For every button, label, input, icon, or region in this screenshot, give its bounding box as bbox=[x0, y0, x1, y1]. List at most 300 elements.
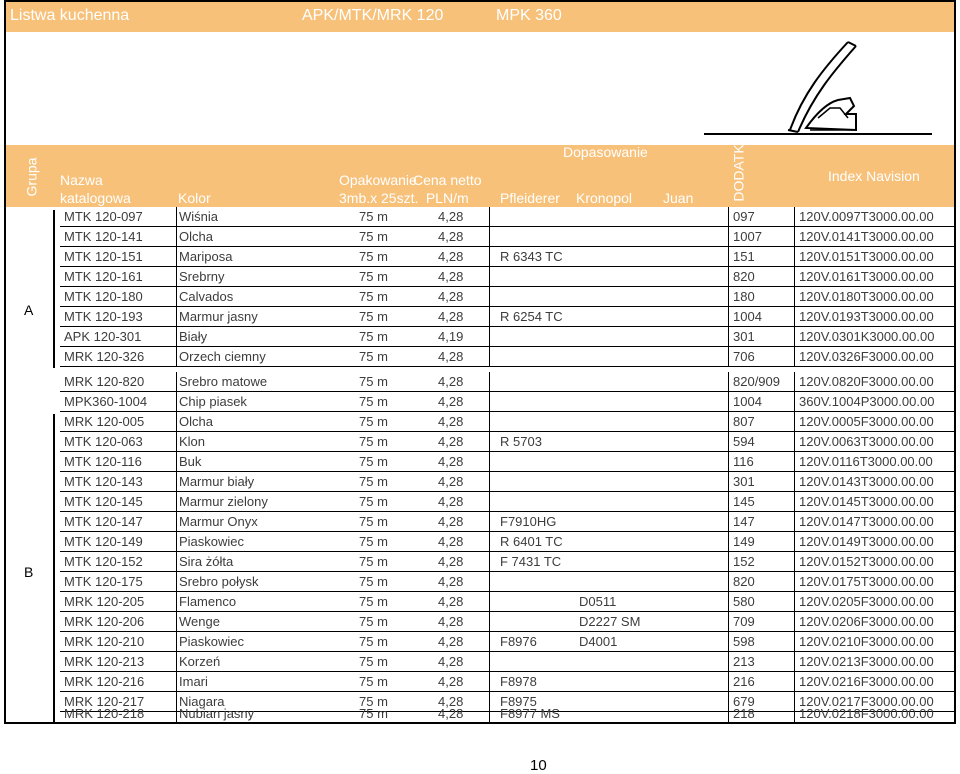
column-rule bbox=[794, 552, 795, 572]
table-row bbox=[6, 267, 954, 287]
table-row bbox=[6, 207, 954, 227]
cell-cena: 4,28 bbox=[438, 434, 464, 449]
cell-opakowanie: 75 m bbox=[359, 674, 388, 689]
cell-nazwa: MTK 120-152 bbox=[64, 554, 143, 569]
cell-pfleiderer: F8978 bbox=[500, 674, 537, 689]
table-row bbox=[6, 347, 954, 367]
table-row bbox=[6, 572, 954, 592]
column-rule bbox=[728, 652, 729, 672]
cell-pfleiderer: F8976 bbox=[500, 634, 537, 649]
column-rule bbox=[489, 207, 490, 227]
header-dopasowanie: Dopasowanie bbox=[563, 144, 648, 160]
cell-dodatki: 116 bbox=[733, 454, 754, 469]
cell-index: 120V.0149T3000.00.00 bbox=[799, 534, 934, 549]
cell-dodatki: 180 bbox=[733, 289, 755, 304]
cell-pfleiderer: R 5703 bbox=[500, 434, 542, 449]
column-rule bbox=[176, 372, 177, 392]
column-rule bbox=[489, 672, 490, 692]
cell-cena: 4,28 bbox=[438, 654, 464, 669]
column-rule bbox=[794, 472, 795, 492]
column-rule bbox=[176, 247, 177, 267]
cell-nazwa: MTK 120-097 bbox=[64, 209, 143, 224]
cell-pfleiderer: R 6343 TC bbox=[500, 249, 563, 264]
cell-kolor: Niagara bbox=[179, 694, 225, 709]
cell-cena: 4,28 bbox=[438, 229, 464, 244]
cell-nazwa: MRK 120-210 bbox=[64, 634, 145, 649]
cell-kolor: Piaskowiec bbox=[179, 534, 245, 549]
header-nazwa: Nazwa katalogowa bbox=[60, 172, 131, 206]
table-header bbox=[6, 140, 954, 207]
cell-kronopol: D0511 bbox=[579, 594, 617, 609]
column-rule bbox=[794, 432, 795, 452]
table-row bbox=[6, 552, 954, 572]
table-row bbox=[6, 287, 954, 307]
cell-dodatki: 594 bbox=[733, 434, 755, 449]
cell-dodatki: 807 bbox=[733, 414, 755, 429]
table-row bbox=[6, 632, 954, 652]
column-rule bbox=[489, 632, 490, 652]
cell-opakowanie: 75 m bbox=[359, 634, 388, 649]
column-rule bbox=[176, 267, 177, 287]
table-row bbox=[6, 307, 954, 327]
price-list-sheet bbox=[4, 0, 956, 724]
cell-kolor: Korzeń bbox=[179, 654, 221, 669]
cell-kolor: Srebro połysk bbox=[179, 574, 259, 589]
cell-pfleiderer: F8975 bbox=[500, 694, 537, 709]
cell-cena: 4,28 bbox=[438, 414, 464, 429]
column-rule bbox=[728, 572, 729, 592]
cell-index: 120V.0161T3000.00.00 bbox=[799, 269, 934, 284]
column-rule bbox=[794, 207, 795, 227]
column-rule bbox=[794, 307, 795, 327]
column-rule bbox=[728, 612, 729, 632]
cell-cena: 4,28 bbox=[438, 394, 464, 409]
cell-cena: 4,28 bbox=[438, 494, 464, 509]
cell-dodatki: 679 bbox=[733, 694, 755, 709]
cell-kolor: Chip piasek bbox=[179, 394, 247, 409]
column-rule bbox=[176, 347, 177, 367]
cell-dodatki: 820 bbox=[733, 574, 755, 589]
cell-kolor: Flamenco bbox=[179, 594, 237, 609]
table-row bbox=[6, 612, 954, 632]
cell-index: 120V.0206F3000.00.00 bbox=[799, 614, 934, 629]
table-row bbox=[6, 704, 954, 724]
cell-nazwa: APK 120-301 bbox=[64, 329, 142, 344]
column-rule bbox=[794, 492, 795, 512]
cell-kolor: Buk bbox=[179, 454, 202, 469]
column-rule bbox=[176, 652, 177, 672]
cell-index: 120V.0210F3000.00.00 bbox=[799, 634, 934, 649]
cell-kolor: Nubian jasny bbox=[179, 706, 255, 721]
cell-kolor: Klon bbox=[179, 434, 206, 449]
cell-kolor: Sira żółta bbox=[179, 554, 234, 569]
column-rule bbox=[794, 704, 795, 724]
cell-index: 360V.1004P3000.00.00 bbox=[799, 394, 935, 409]
cell-opakowanie: 75 m bbox=[359, 209, 388, 224]
cell-opakowanie: 75 m bbox=[359, 494, 388, 509]
column-rule bbox=[489, 592, 490, 612]
cell-index: 120V.0005F3000.00.00 bbox=[799, 414, 934, 429]
column-rule bbox=[489, 492, 490, 512]
column-rule bbox=[176, 492, 177, 512]
cell-dodatki: 145 bbox=[733, 494, 755, 509]
title-bar bbox=[6, 2, 954, 32]
cell-nazwa: MTK 120-145 bbox=[64, 494, 143, 509]
cell-nazwa: MRK 120-205 bbox=[64, 594, 145, 609]
title-models: APK/MTK/MRK 120 bbox=[302, 7, 444, 24]
cell-dodatki: 151 bbox=[733, 249, 755, 264]
column-rule bbox=[489, 532, 490, 552]
cell-kolor: Imari bbox=[179, 674, 208, 689]
column-rule bbox=[176, 227, 177, 247]
cell-opakowanie: 75 m bbox=[359, 374, 388, 389]
cell-pfleiderer: F8977 MS bbox=[500, 706, 560, 721]
column-rule bbox=[794, 592, 795, 612]
cell-index: 120V.0180T3000.00.00 bbox=[799, 289, 934, 304]
group-label-a: A bbox=[24, 302, 34, 318]
cell-opakowanie: 75 m bbox=[359, 534, 388, 549]
cell-cena: 4,19 bbox=[438, 329, 464, 344]
table-row bbox=[6, 592, 954, 612]
cell-kolor: Marmur zielony bbox=[179, 494, 268, 509]
column-rule bbox=[728, 327, 729, 347]
cell-index: 120V.0097T3000.00.00 bbox=[799, 209, 934, 224]
cell-nazwa: MTK 120-116 bbox=[64, 454, 142, 469]
column-rule bbox=[489, 392, 490, 412]
column-rule bbox=[728, 347, 729, 367]
cell-opakowanie: 75 m bbox=[359, 349, 388, 364]
table-row bbox=[6, 327, 954, 347]
cell-cena: 4,28 bbox=[438, 574, 464, 589]
table-row bbox=[6, 452, 954, 472]
cell-opakowanie: 75 m bbox=[359, 329, 388, 344]
column-rule bbox=[794, 267, 795, 287]
column-rule bbox=[728, 432, 729, 452]
cell-dodatki: 213 bbox=[733, 654, 755, 669]
column-rule bbox=[176, 552, 177, 572]
column-rule bbox=[728, 704, 729, 724]
cell-index: 120V.0193T3000.00.00 bbox=[799, 309, 934, 324]
header-cena: Cena netto PLN/m bbox=[413, 172, 482, 206]
cell-kolor: Srebro matowe bbox=[179, 374, 268, 389]
cell-cena: 4,28 bbox=[438, 634, 464, 649]
column-rule bbox=[794, 287, 795, 307]
cell-kolor: Marmur jasny bbox=[179, 309, 258, 324]
column-rule bbox=[794, 572, 795, 592]
column-rule bbox=[794, 512, 795, 532]
cell-opakowanie: 75 m bbox=[359, 394, 388, 409]
cell-opakowanie: 75 m bbox=[359, 309, 388, 324]
cell-index: 120V.0116T3000.00.00 bbox=[799, 454, 933, 469]
column-rule bbox=[489, 412, 490, 432]
cell-cena: 4,28 bbox=[438, 694, 464, 709]
cell-nazwa: MRK 120-206 bbox=[64, 614, 145, 629]
table-row bbox=[6, 532, 954, 552]
cell-index: 120V.0175T3000.00.00 bbox=[799, 574, 934, 589]
cell-opakowanie: 75 m bbox=[359, 706, 388, 721]
title-model-mpk: MPK 360 bbox=[496, 7, 562, 24]
cell-cena: 4,28 bbox=[438, 534, 464, 549]
column-rule bbox=[728, 472, 729, 492]
cell-dodatki: 1007 bbox=[733, 229, 762, 244]
cell-kolor: Marmur Onyx bbox=[179, 514, 258, 529]
cell-dodatki: 149 bbox=[733, 534, 755, 549]
column-rule bbox=[794, 632, 795, 652]
cell-dodatki: 147 bbox=[733, 514, 755, 529]
cell-dodatki: 301 bbox=[733, 329, 755, 344]
cell-pfleiderer: F 7431 TC bbox=[500, 554, 562, 569]
cell-nazwa: MRK 120-217 bbox=[64, 694, 145, 709]
column-rule bbox=[728, 632, 729, 652]
column-rule bbox=[728, 392, 729, 412]
cell-opakowanie: 75 m bbox=[359, 554, 388, 569]
cell-kolor: Olcha bbox=[179, 229, 213, 244]
cell-cena: 4,28 bbox=[438, 289, 464, 304]
column-rule bbox=[794, 672, 795, 692]
column-rule bbox=[728, 267, 729, 287]
cell-dodatki: 218 bbox=[733, 706, 755, 721]
cell-opakowanie: 75 m bbox=[359, 474, 388, 489]
cell-nazwa: MTK 120-180 bbox=[64, 289, 143, 304]
cell-dodatki: 301 bbox=[733, 474, 755, 489]
header-opakowanie: Opakowanie 3mb.x 25szt. bbox=[339, 172, 419, 206]
cell-index: 120V.0063T3000.00.00 bbox=[799, 434, 934, 449]
cell-nazwa: MTK 120-141 bbox=[64, 229, 143, 244]
cell-cena: 4,28 bbox=[438, 614, 464, 629]
column-rule bbox=[176, 412, 177, 432]
column-rule bbox=[176, 392, 177, 412]
cell-nazwa: MRK 120-218 bbox=[64, 706, 145, 721]
cell-kolor: Mariposa bbox=[179, 249, 233, 264]
cell-index: 120V.0218F3000.00.00 bbox=[799, 706, 934, 721]
column-rule bbox=[728, 532, 729, 552]
column-rule bbox=[176, 287, 177, 307]
cell-opakowanie: 75 m bbox=[359, 249, 388, 264]
header-juan: Juan bbox=[663, 190, 694, 206]
page-number: 10 bbox=[530, 757, 547, 774]
column-rule bbox=[489, 247, 490, 267]
column-rule bbox=[728, 592, 729, 612]
table-row bbox=[6, 227, 954, 247]
cell-dodatki: 152 bbox=[733, 554, 755, 569]
cell-index: 120V.0213F3000.00.00 bbox=[799, 654, 934, 669]
column-rule bbox=[489, 652, 490, 672]
cell-opakowanie: 75 m bbox=[359, 289, 388, 304]
cell-opakowanie: 75 m bbox=[359, 574, 388, 589]
column-rule bbox=[728, 452, 729, 472]
cell-nazwa: MRK 120-216 bbox=[64, 674, 145, 689]
column-rule bbox=[794, 247, 795, 267]
cell-kolor: Olcha bbox=[179, 414, 213, 429]
cell-nazwa: MPK360-1004 bbox=[64, 394, 148, 409]
column-rule bbox=[794, 652, 795, 672]
column-rule bbox=[728, 207, 729, 227]
cell-index: 120V.0205F3000.00.00 bbox=[799, 594, 934, 609]
cell-index: 120V.0820F3000.00.00 bbox=[799, 374, 934, 389]
cell-cena: 4,28 bbox=[438, 674, 464, 689]
cell-pfleiderer: F7910HG bbox=[500, 514, 557, 529]
cell-cena: 4,28 bbox=[438, 594, 464, 609]
column-rule bbox=[489, 307, 490, 327]
column-rule bbox=[489, 704, 490, 724]
cell-kolor: Piaskowiec bbox=[179, 634, 245, 649]
column-rule bbox=[176, 452, 177, 472]
column-rule bbox=[794, 347, 795, 367]
cell-kronopol: D2227 SM bbox=[579, 614, 641, 629]
column-rule bbox=[176, 672, 177, 692]
cell-index: 120V.0143T3000.00.00 bbox=[799, 474, 934, 489]
cell-kolor: Calvados bbox=[179, 289, 234, 304]
column-rule bbox=[176, 307, 177, 327]
table-row bbox=[6, 247, 954, 267]
cell-cena: 4,28 bbox=[438, 474, 464, 489]
group-label-b: B bbox=[24, 564, 34, 580]
cell-kronopol: D4001 bbox=[579, 634, 618, 649]
column-rule bbox=[728, 492, 729, 512]
cell-nazwa: MTK 120-063 bbox=[64, 434, 143, 449]
cell-index: 120V.0141T3000.00.00 bbox=[799, 229, 934, 244]
cell-opakowanie: 75 m bbox=[359, 414, 388, 429]
column-rule bbox=[794, 452, 795, 472]
column-rule bbox=[176, 207, 177, 227]
column-rule bbox=[489, 372, 490, 392]
cell-opakowanie: 75 m bbox=[359, 454, 388, 469]
column-rule bbox=[489, 227, 490, 247]
cell-nazwa: MTK 120-193 bbox=[64, 309, 143, 324]
profile-drawing bbox=[698, 34, 938, 142]
column-rule bbox=[728, 247, 729, 267]
cell-kolor: Wiśnia bbox=[179, 209, 219, 224]
header-kolor: Kolor bbox=[178, 190, 211, 206]
header-index-navision: Index Navision bbox=[828, 168, 920, 184]
cell-index: 120V.0147T3000.00.00 bbox=[799, 514, 934, 529]
column-rule bbox=[176, 592, 177, 612]
cell-kolor: Marmur biały bbox=[179, 474, 255, 489]
cell-cena: 4,28 bbox=[438, 454, 464, 469]
cell-cena: 4,28 bbox=[438, 554, 464, 569]
table-row bbox=[6, 672, 954, 692]
column-rule bbox=[489, 452, 490, 472]
column-rule bbox=[728, 372, 729, 392]
cell-opakowanie: 75 m bbox=[359, 434, 388, 449]
column-rule bbox=[176, 572, 177, 592]
column-rule bbox=[728, 512, 729, 532]
table-row bbox=[6, 412, 954, 432]
cell-opakowanie: 75 m bbox=[359, 229, 388, 244]
cell-index: 120V.0152T3000.00.00 bbox=[799, 554, 934, 569]
cell-index: 120V.0216F3000.00.00 bbox=[799, 674, 934, 689]
column-rule bbox=[728, 307, 729, 327]
cell-nazwa: MTK 120-161 bbox=[64, 269, 143, 284]
title-product: Listwa kuchenna bbox=[10, 7, 130, 24]
cell-dodatki: 820/909 bbox=[733, 374, 780, 389]
cell-opakowanie: 75 m bbox=[359, 654, 388, 669]
column-rule bbox=[728, 227, 729, 247]
cell-opakowanie: 75 m bbox=[359, 614, 388, 629]
cell-opakowanie: 75 m bbox=[359, 694, 388, 709]
column-rule bbox=[728, 287, 729, 307]
cell-dodatki: 097 bbox=[733, 209, 755, 224]
cell-nazwa: MTK 120-143 bbox=[64, 474, 143, 489]
table-row bbox=[6, 652, 954, 672]
column-rule bbox=[794, 227, 795, 247]
column-rule bbox=[489, 287, 490, 307]
cell-dodatki: 709 bbox=[733, 614, 755, 629]
cell-index: 120V.0326F3000.00.00 bbox=[799, 349, 934, 364]
table-row bbox=[6, 372, 954, 392]
table-row bbox=[6, 492, 954, 512]
table-row bbox=[6, 392, 954, 412]
cell-nazwa: MTK 120-175 bbox=[64, 574, 143, 589]
cell-nazwa: MTK 120-147 bbox=[64, 514, 143, 529]
header-dodatki: DODATKI bbox=[730, 140, 747, 202]
column-rule bbox=[489, 347, 490, 367]
cell-cena: 4,28 bbox=[438, 249, 464, 264]
header-pfleiderer: Pfleiderer bbox=[500, 190, 560, 206]
cell-dodatki: 706 bbox=[733, 349, 755, 364]
column-rule bbox=[489, 472, 490, 492]
cell-cena: 4,28 bbox=[438, 269, 464, 284]
cell-kolor: Srebrny bbox=[179, 269, 225, 284]
column-rule bbox=[176, 327, 177, 347]
cell-opakowanie: 75 m bbox=[359, 514, 388, 529]
cell-cena: 4,28 bbox=[438, 309, 464, 324]
cell-nazwa: MRK 120-326 bbox=[64, 349, 145, 364]
column-rule bbox=[176, 532, 177, 552]
cell-kolor: Biały bbox=[179, 329, 208, 344]
cell-dodatki: 598 bbox=[733, 634, 755, 649]
cell-dodatki: 1004 bbox=[733, 309, 762, 324]
row-rule bbox=[60, 723, 954, 724]
table-row bbox=[6, 472, 954, 492]
column-rule bbox=[176, 432, 177, 452]
column-rule bbox=[176, 512, 177, 532]
column-rule bbox=[489, 612, 490, 632]
column-rule bbox=[489, 267, 490, 287]
table-row bbox=[6, 512, 954, 532]
column-rule bbox=[176, 632, 177, 652]
header-kronopol: Kronopol bbox=[576, 190, 633, 206]
cell-kolor: Wenge bbox=[179, 614, 220, 629]
row-rule bbox=[60, 366, 954, 367]
cell-cena: 4,28 bbox=[438, 706, 464, 721]
cell-nazwa: MRK 120-213 bbox=[64, 654, 145, 669]
cell-kolor: Orzech ciemny bbox=[179, 349, 266, 364]
cell-nazwa: MRK 120-005 bbox=[64, 414, 145, 429]
column-rule bbox=[728, 672, 729, 692]
column-rule bbox=[794, 372, 795, 392]
header-grupa: Grupa bbox=[23, 157, 40, 197]
column-rule bbox=[794, 327, 795, 347]
column-rule bbox=[489, 572, 490, 592]
cell-index: 120V.0217F3000.00.00 bbox=[799, 694, 934, 709]
cell-cena: 4,28 bbox=[438, 209, 464, 224]
column-rule bbox=[794, 392, 795, 412]
cell-cena: 4,28 bbox=[438, 514, 464, 529]
table-row bbox=[6, 432, 954, 452]
cell-pfleiderer: R 6254 TC bbox=[500, 309, 563, 324]
cell-index: 120V.0145T3000.00.00 bbox=[799, 494, 934, 509]
cell-nazwa: MTK 120-149 bbox=[64, 534, 143, 549]
cell-nazwa: MRK 120-820 bbox=[64, 374, 145, 389]
cell-opakowanie: 75 m bbox=[359, 269, 388, 284]
column-rule bbox=[176, 704, 177, 724]
column-rule bbox=[728, 552, 729, 572]
cell-dodatki: 820 bbox=[733, 269, 755, 284]
column-rule bbox=[728, 412, 729, 432]
column-rule bbox=[794, 532, 795, 552]
column-rule bbox=[489, 432, 490, 452]
